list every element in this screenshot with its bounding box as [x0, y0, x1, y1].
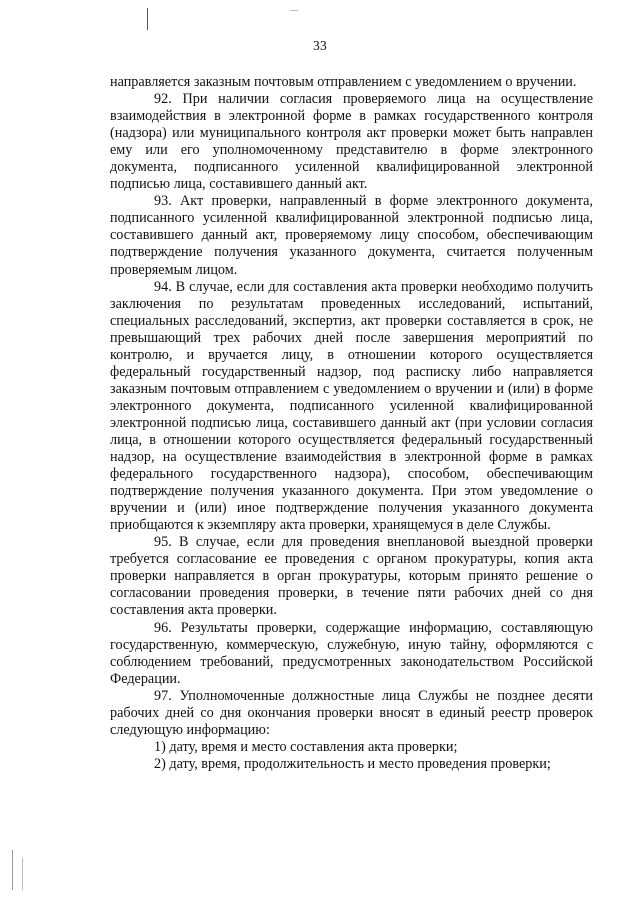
paragraph-92: 92. При наличии согласия проверяемого лица на осуществление взаимодействия в электронной форме в рамках государственного контроля (надзора) или муниципального контроля акт проверки может быть направлен ему или его уполномоченному представителю в форме электронного документа, подписанного усиленной квалифицированной электронной подписью лица, составившего данный акт. [110, 91, 593, 193]
page-number: 33 [312, 38, 328, 53]
scan-artifact-line [22, 858, 23, 890]
document-body [110, 74, 593, 773]
paragraph-94: 94. В случае, если для составления акта проверки необходимо получить заключения по результатам проведенных исследований, испытаний, специальных расследований, экспертиз, акт проверки составляется в срок, не превышающий трех рабочих дней после завершения мероприятий по контролю, и вручается лицу, в отношении которого осуществляется федеральный государственный надзор, под расписку либо направляется заказным почтовым отправлением с уведомлением о вручении и (или) в форме электронного документа, подписанного усиленной квалифицированной электронной подписью лица, составившего данный акт (при условии согласия лица, в отношении которого осуществляется федеральный государственный надзор, на осуществление взаимодействия в электронной форме в рамках федерального государственного надзора), способом, обеспечивающим подтверждение получения указанного документа. При этом уведомление о вручении и (или) иное подтверждение получения указанного документа приобщаются к экземпляру акта проверки, хранящемуся в деле Службы. [110, 278, 593, 534]
paragraph-97: 97. Уполномоченные должностные лица Службы не позднее десяти рабочих дней со дня окончания проверки вносят в единый реестр проверок следующую информацию: [110, 687, 593, 738]
paragraph-96: 96. Результаты проверки, содержащие информацию, составляющую государственную, коммерческую, служебную, иную тайну, оформляются с соблюдением требований, предусмотренных законодательством Российской Федерации. [110, 619, 593, 687]
paragraph-93: 93. Акт проверки, направленный в форме электронного документа, подписанного усиленной квалифицированной электронной подписью лица, составившего данный акт, проверяемому лицу способом, обеспечивающим подтверждение получения указанного документа, считается полученным проверяемым лицом. [110, 193, 593, 278]
scan-artifact-line [12, 850, 13, 890]
paragraph-continuation: направляется заказным почтовым отправлением с уведомлением о вручении. [110, 74, 577, 90]
scan-artifact-speck [290, 10, 298, 11]
list-item-2: 2) дату, время, продолжительность и место проведения проверки; [154, 755, 551, 772]
paragraph-95: 95. В случае, если для проведения внеплановой выездной проверки требуется согласование ее проведения с органом прокуратуры, копия акта проверки направляется в орган прокуратуры, которым принято решение о согласовании проведения проверки, в течение пяти рабочих дней со дня составления акта проверки. [110, 534, 593, 619]
list-item-1: 1) дату, время и место составления акта проверки; [154, 738, 458, 755]
scan-artifact-line [147, 8, 148, 30]
